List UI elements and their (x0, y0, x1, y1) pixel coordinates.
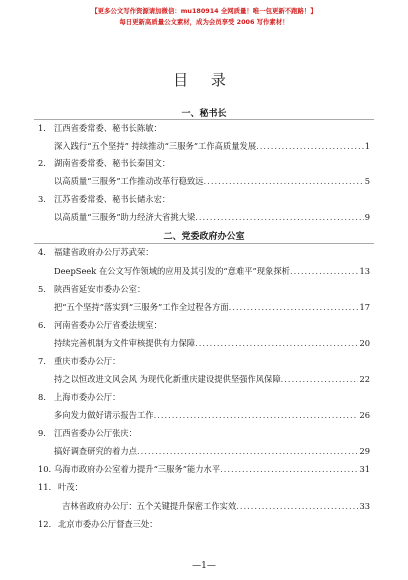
toc-entry-2[interactable] (0, 175, 408, 188)
promo-line-1: 【更多公文写作资源请加微信：mu180914 全网质量！唯一包更新不跑路！】 (91, 7, 317, 15)
item-number: 4. (38, 247, 46, 257)
toc-entry-3[interactable] (0, 211, 408, 224)
dot-leader (236, 500, 358, 513)
item-number: 2. (38, 158, 46, 168)
item-number: 1. (38, 123, 46, 133)
toc-item-1[interactable] (0, 122, 408, 135)
item-author: 河南省委办公厅省委法规室： (54, 320, 162, 330)
item-author: 福建省政府办公厅苏武荣： (54, 247, 154, 257)
toc-item-10[interactable] (0, 463, 408, 476)
item-number: 8. (38, 392, 46, 402)
entry-title: 持之以恒改进文风会风 为现代化新重庆建设提供坚强作风保障 (54, 374, 281, 384)
item-author: 湖南省委常委、秘书长秦国文： (54, 158, 171, 168)
entry-title: 把“五个坚持”落实到“三服务”工作全过程各方面 (54, 302, 229, 312)
section-heading-secretary-general: 一、秘书长 (181, 109, 227, 119)
item-number: 12. (38, 519, 52, 529)
item-author: 江西省委办公厅张庆： (54, 428, 137, 438)
toc-item-3[interactable] (0, 193, 408, 206)
entry-title: 乌海市政府办公室着力提升“三服务”能力水平 (54, 464, 221, 474)
section-heading-general-office: 二、党委政府办公室 (163, 232, 245, 242)
entry-page: 31 (359, 464, 370, 474)
entry-page: 9 (364, 212, 370, 222)
item-author: 江苏省委常委、秘书长储永宏： (54, 194, 171, 204)
dot-leader (204, 175, 364, 188)
toc-entry-7[interactable] (0, 373, 408, 386)
toc-item-2[interactable] (0, 157, 408, 170)
toc-item-7[interactable] (0, 355, 408, 368)
item-author: 重庆市委办公厅： (54, 356, 121, 366)
entry-page: 26 (359, 410, 370, 420)
toc-entry-5[interactable] (0, 301, 408, 314)
toc-item-5[interactable] (0, 283, 408, 296)
dot-leader (195, 337, 358, 350)
toc-item-4[interactable] (0, 246, 408, 259)
entry-page: 22 (359, 374, 370, 384)
toc-title: 目 录 (173, 71, 235, 89)
toc-item-6[interactable] (0, 319, 408, 332)
toc-item-11[interactable] (0, 481, 408, 494)
toc-entry-4[interactable] (0, 265, 408, 278)
entry-title: DeepSeek 在公文写作领域的应用及其引发的“意难平”现象探析 (54, 266, 290, 276)
entry-title: 持续完善机制为文件审核提供有力保障 (54, 338, 196, 348)
dot-leader (281, 373, 359, 386)
item-number: 11. (38, 482, 52, 492)
entry-title: 搞好调查研究的着力点 (54, 446, 137, 456)
entry-page: 33 (359, 501, 370, 511)
entry-title: 深入践行“五个坚持” 持续推动“三服务”工作高质量发展 (54, 141, 257, 151)
toc-entry-11[interactable] (0, 500, 408, 513)
item-number: 9. (38, 428, 46, 438)
dot-leader (195, 211, 363, 224)
item-number: 10. (38, 464, 52, 474)
toc-entry-9[interactable] (0, 445, 408, 458)
entry-title: 多向发力做好请示报告工作 (54, 410, 154, 420)
entry-page: 1 (364, 141, 370, 151)
entry-title: 吉林省政府办公厅：五个关键提升保密工作实效 (62, 501, 237, 511)
entry-page: 13 (359, 266, 370, 276)
toc-entry-6[interactable] (0, 337, 408, 350)
item-author: 叶茂： (58, 482, 83, 492)
item-author: 上海市委办公厅： (54, 392, 121, 402)
section-divider (34, 243, 374, 244)
toc-entry-8[interactable] (0, 409, 408, 422)
toc-entry-1[interactable] (0, 140, 408, 153)
dot-leader (290, 265, 358, 278)
dot-leader (154, 409, 359, 422)
item-author: 江西省委常委、秘书长陈敏： (54, 123, 162, 133)
item-number: 6. (38, 320, 46, 330)
section-divider (34, 119, 374, 120)
toc-item-8[interactable] (0, 391, 408, 404)
toc-item-12[interactable] (0, 518, 408, 531)
item-number: 5. (38, 284, 46, 294)
entry-page: 5 (364, 176, 370, 186)
item-author: 北京市委办公厅督查三处： (58, 519, 158, 529)
item-number: 3. (38, 194, 46, 204)
item-number: 7. (38, 356, 46, 366)
entry-title: 以高质量“三服务”工作推动改革行稳致远 (54, 176, 204, 186)
page-number: —1— (192, 561, 216, 571)
dot-leader (229, 301, 359, 314)
entry-page: 29 (359, 446, 370, 456)
dot-leader (220, 463, 358, 476)
dot-leader (256, 140, 364, 153)
toc-item-9[interactable] (0, 427, 408, 440)
entry-page: 20 (359, 338, 370, 348)
entry-title: 以高质量“三服务”助力经济大省挑大梁 (54, 212, 196, 222)
entry-page: 17 (359, 302, 370, 312)
dot-leader (137, 445, 358, 458)
promo-line-2: 每日更新高质量公文素材，成为会员享受 2006 写作素材！ (119, 18, 289, 26)
item-author: 陕西省延安市委办公室： (54, 284, 146, 294)
